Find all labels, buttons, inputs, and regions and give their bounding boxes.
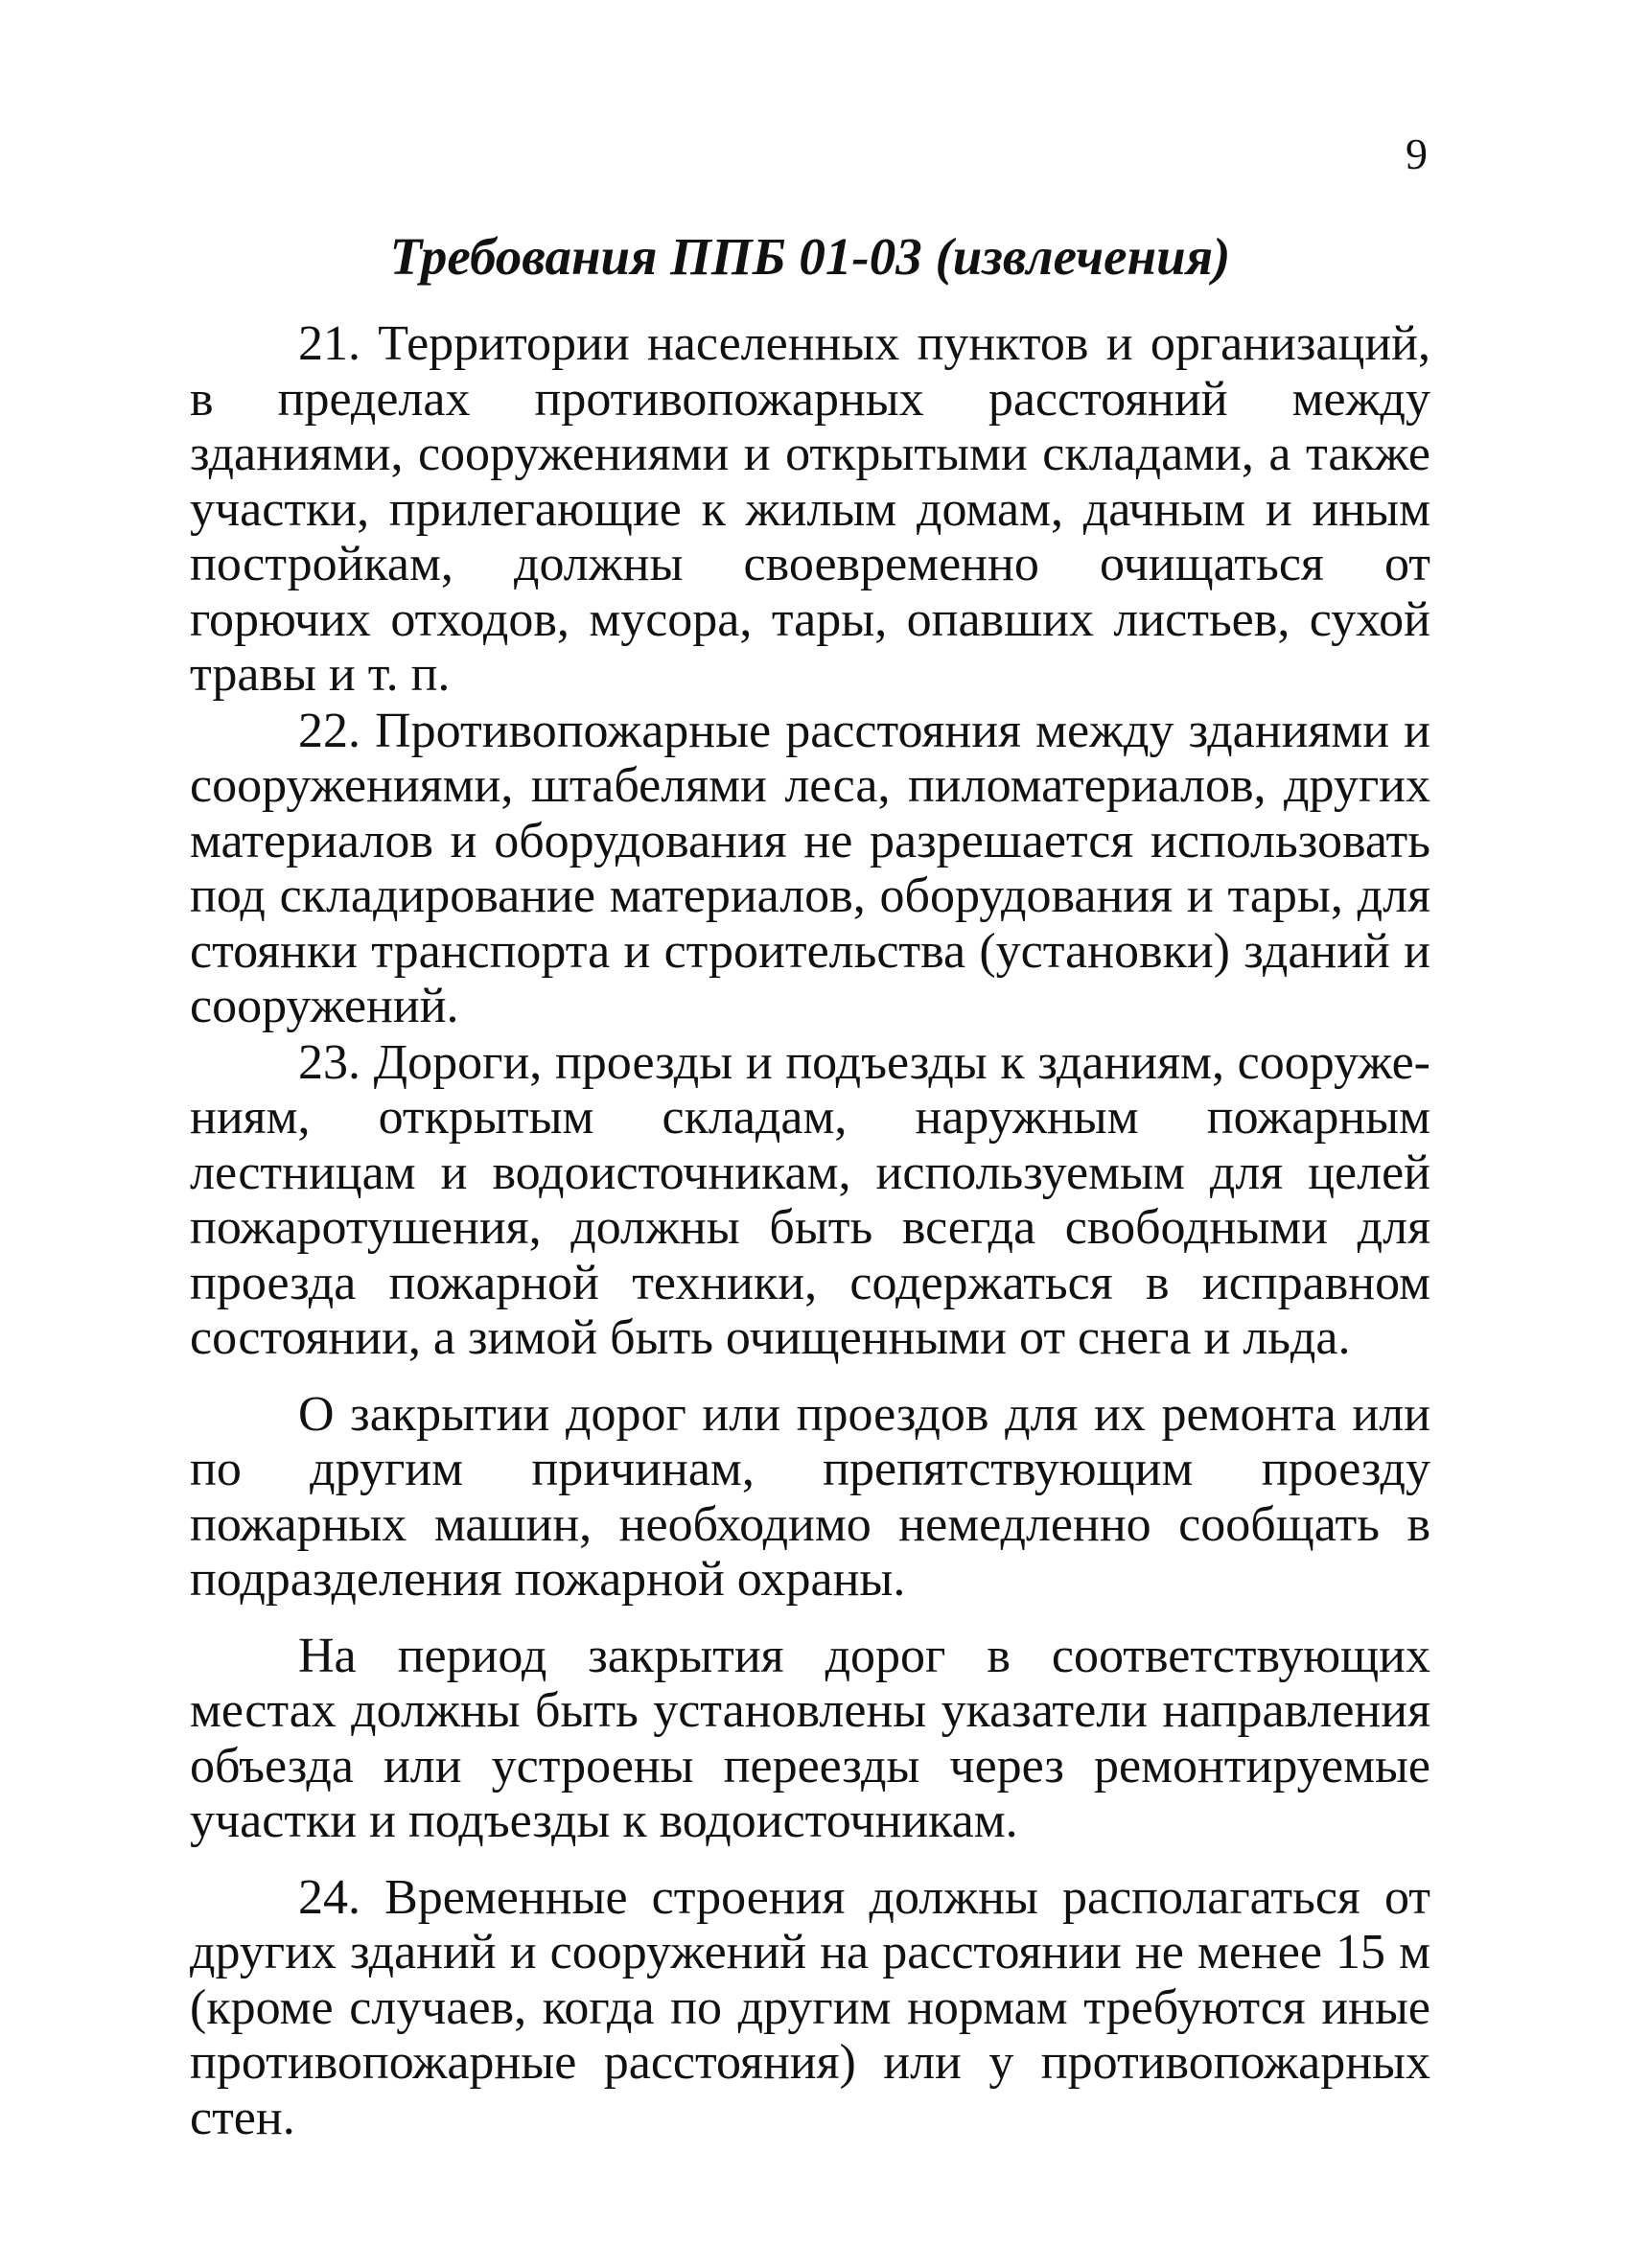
paragraph-23: 23. Дороги, проезды и подъезды к зданиям, сооружениям, открытым складам, наружным пожарным лестницам и водоисточникам, используемым для целей пожаротушения, должны быть всегда свободными для проезда пожарной техники, содержаться в исправном состоянии, а зимой быть очищенными от снега и льда.	[190, 1034, 1430, 1365]
paragraph-21: 21. Территории населенных пунктов и организаций, в пределах противопожарных расстояний между зданиями, сооружениями и открытыми складами, а также участки, прилегающие к жилым домам, дачным и иным постройкам, должны своевременно очищаться от горючих отходов, мусора, тары, опавших листьев, сухой травы и т. п.	[190, 316, 1430, 702]
page-title: Требования ППБ 01-03 (извлечения)	[389, 227, 1231, 286]
paragraph-22: 22. Противопожарные расстояния между зданиями и сооружениями, штабелями леса, пиломатериалов, других материалов и оборудования не разрешается использовать под складирование материалов, оборудования и тары, для стоянки транспорта и строительства (установки) зданий и сооружений.	[190, 703, 1430, 1033]
paragraph-24: 24. Временные строения должны располагаться от других зданий и сооружений на расстоянии не менее 15 м (кроме случаев, когда по другим нормам требуются иные противопожарные расстояния) или у противопожарных стен.	[190, 1869, 1430, 2145]
page-number: 9	[1406, 129, 1428, 178]
page-content	[190, 219, 1430, 2145]
paragraph-detour-signs: На период закрытия дорог в соответствующих местах должны быть установлены указатели направления объезда или устроены переезды через ремонтируемые участки и подъезды к водоисточникам.	[190, 1628, 1430, 1848]
paragraph-road-closure-notice: О закрытии дорог или проездов для их ремонта или по другим причинам, препятствующим проезду пожарных машин, необходимо немедленно сообщать в подразделения пожарной охраны.	[190, 1386, 1430, 1607]
